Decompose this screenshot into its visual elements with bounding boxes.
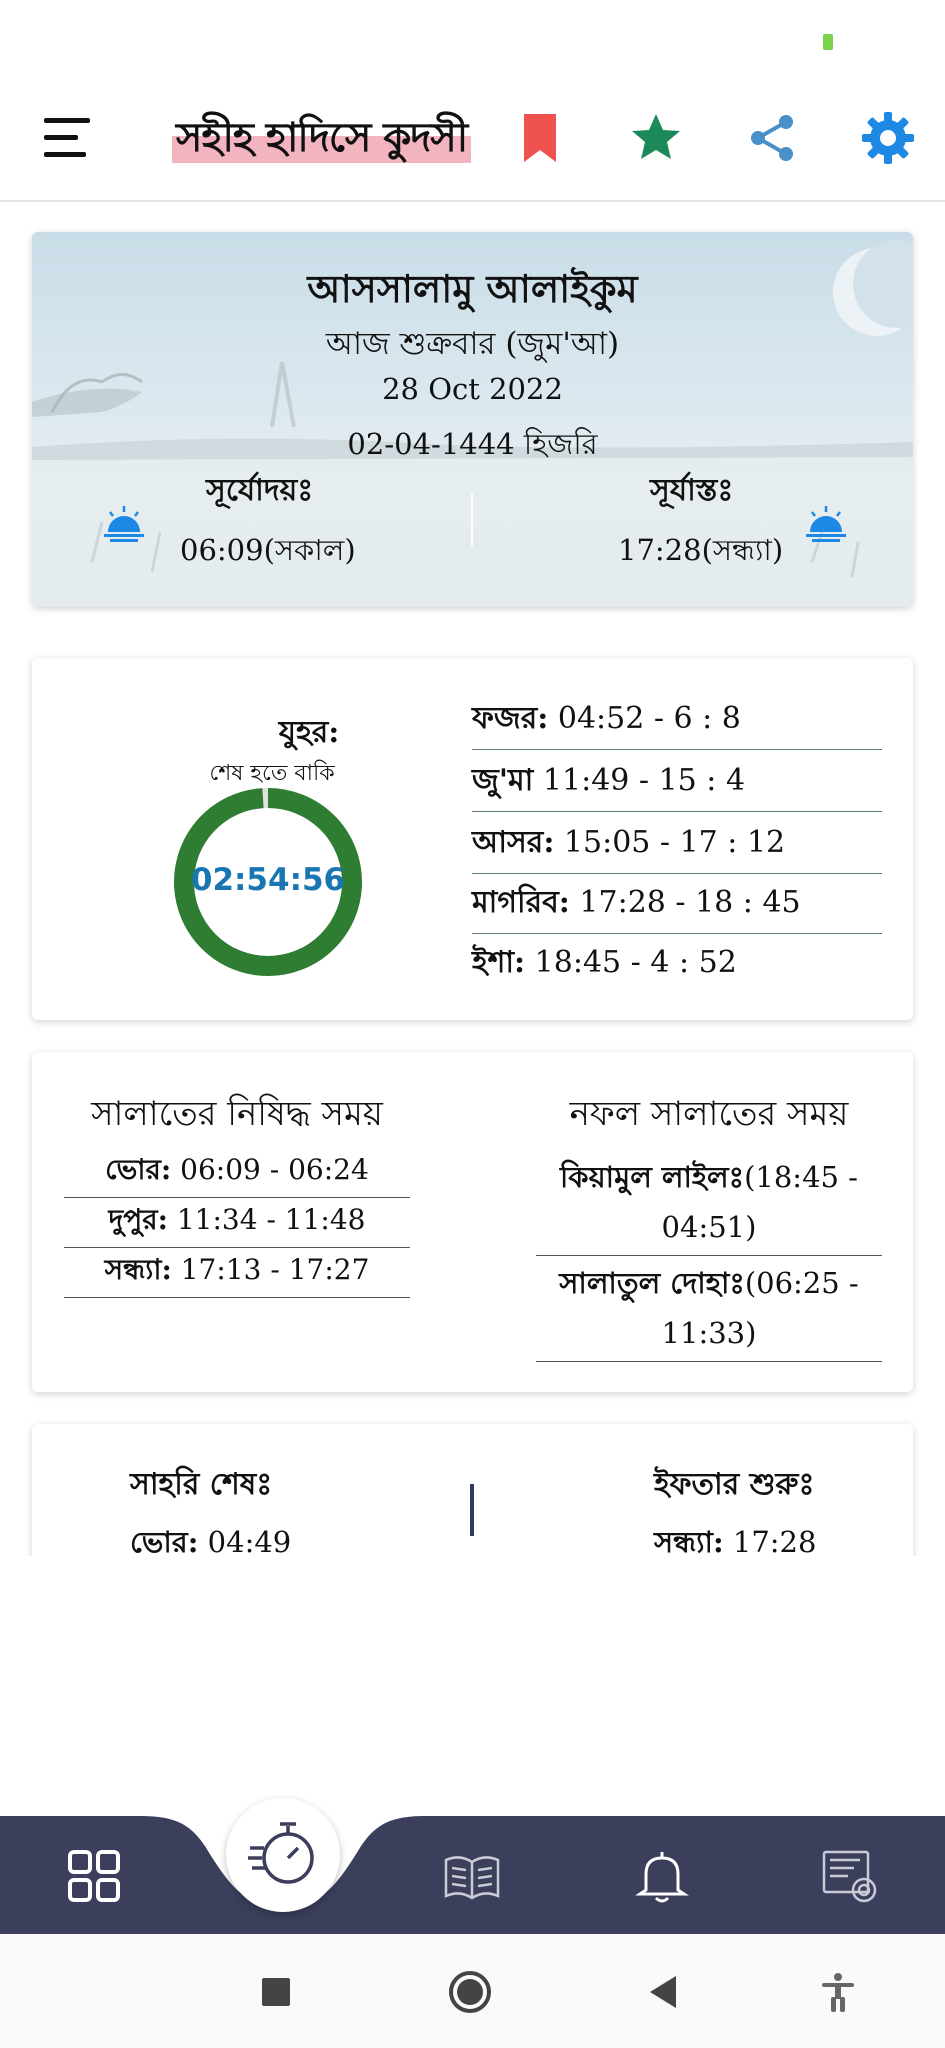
grid-icon[interactable]	[64, 1846, 124, 1906]
certificate-icon[interactable]	[820, 1846, 880, 1906]
sunrise-label: সূর্যোদয়ঃ	[206, 473, 314, 508]
status-bar	[0, 0, 945, 80]
prayer-times-card	[32, 658, 913, 1020]
sehri-time: 04:49	[198, 1525, 292, 1556]
nafl-name: সালাতুল দোহাঃ	[559, 1266, 745, 1300]
prayer-row-isha	[472, 938, 882, 988]
app-bar	[0, 80, 945, 202]
prayer-name: ফজর:	[472, 701, 549, 736]
iftar-prefix: সন্ধ্যা:	[654, 1525, 724, 1556]
stopwatch-button[interactable]	[226, 1798, 340, 1912]
prayer-name: ইশা:	[472, 945, 526, 980]
forbidden-name: ভোর:	[105, 1153, 172, 1186]
forbidden-name: সন্ধ্যা:	[104, 1253, 172, 1286]
prayer-name: জু'মা	[472, 763, 534, 798]
forbidden-row-dawn	[64, 1148, 410, 1198]
sehri-label: সাহরি শেষঃ	[130, 1467, 273, 1502]
remaining-label: শেষ হতে বাকি	[209, 761, 335, 786]
battery-indicator	[823, 34, 833, 50]
recents-icon[interactable]	[254, 1970, 298, 2014]
sehri-prefix: ভোর:	[130, 1525, 199, 1556]
bell-icon[interactable]	[632, 1846, 692, 1906]
nafl-time-end: 11:33)	[661, 1316, 757, 1350]
iftar-time: 17:28	[723, 1525, 817, 1556]
hijri-date: 02-04-1444 হিজরি	[347, 427, 598, 461]
greeting-text: আসসালামু আলাইকুম	[307, 266, 638, 311]
book-icon[interactable]	[442, 1846, 502, 1906]
nafl-name: কিয়ামুল লাইলঃ	[560, 1160, 745, 1194]
prayer-time: 17:28 - 18 : 45	[569, 885, 801, 920]
nafl-row-duha	[536, 1258, 882, 1362]
countdown-time: 02:54:56	[190, 862, 346, 898]
settings-icon[interactable]	[858, 108, 918, 168]
today-text: আজ শুক্রবার (জুম'আ)	[325, 326, 620, 362]
star-icon[interactable]	[626, 108, 686, 168]
prayer-row-jumma	[472, 756, 882, 812]
forbidden-row-noon	[64, 1198, 410, 1248]
sehri-iftar-divider	[470, 1484, 474, 1536]
content-area[interactable]	[0, 202, 945, 1556]
hero-divider	[471, 494, 473, 546]
sehri-iftar-card	[32, 1424, 913, 1556]
forbidden-title: সালাতের নিষিদ্ধ সময়	[91, 1094, 383, 1134]
stopwatch-icon	[248, 1818, 318, 1890]
sehri-value	[130, 1520, 291, 1556]
forbidden-row-evening	[64, 1248, 410, 1298]
prayer-name: মাগরিব:	[472, 885, 570, 920]
app-title: সহীহ হাদিসে কুদসী	[172, 106, 471, 173]
forbidden-time: 11:34 - 11:48	[167, 1203, 366, 1236]
forbidden-time: 06:09 - 06:24	[171, 1153, 369, 1186]
iftar-value	[654, 1520, 816, 1556]
share-icon[interactable]	[742, 108, 802, 168]
sunset-icon	[802, 504, 850, 544]
system-navigation	[0, 1934, 945, 2048]
back-icon[interactable]	[642, 1970, 686, 2014]
prayer-time: 04:52 - 6 : 8	[548, 701, 741, 736]
nafl-time-end: 04:51)	[661, 1210, 757, 1244]
forbidden-time: 17:13 - 17:27	[171, 1253, 370, 1286]
prayer-row-asr	[472, 818, 882, 874]
prayer-time: 15:05 - 17 : 12	[554, 825, 786, 860]
prayer-row-fajr	[472, 694, 882, 750]
nafl-time-start: (06:25 -	[744, 1266, 859, 1300]
forbidden-name: দুপুর:	[108, 1203, 168, 1236]
prayer-row-maghrib	[472, 878, 882, 934]
menu-icon[interactable]	[40, 110, 96, 166]
nafl-row-qiyam	[536, 1152, 882, 1256]
prayer-time: 18:45 - 4 : 52	[525, 945, 737, 980]
sunset-value: 17:28(সন্ধ্যা)	[618, 533, 784, 567]
prayer-time: 11:49 - 15 : 4	[533, 763, 746, 798]
iftar-label: ইফতার শুরুঃ	[654, 1467, 815, 1502]
sunrise-value: 06:09(সকাল)	[180, 533, 356, 567]
nafl-time-start: (18:45 -	[744, 1160, 858, 1194]
prayer-name: আসর:	[472, 825, 555, 860]
gregorian-date: 28 Oct 2022	[382, 372, 563, 406]
greeting-card	[32, 232, 913, 607]
accessibility-icon[interactable]	[816, 1970, 860, 2014]
current-prayer-name: যুহর:	[278, 715, 340, 750]
bookmark-icon[interactable]	[510, 108, 570, 168]
nafl-title: নফল সালাতের সময়	[569, 1094, 849, 1134]
salat-times-card	[32, 1052, 913, 1392]
sunrise-icon	[100, 504, 148, 544]
home-icon[interactable]	[448, 1970, 492, 2014]
sunset-label: সূর্যাস্তঃ	[650, 473, 734, 508]
